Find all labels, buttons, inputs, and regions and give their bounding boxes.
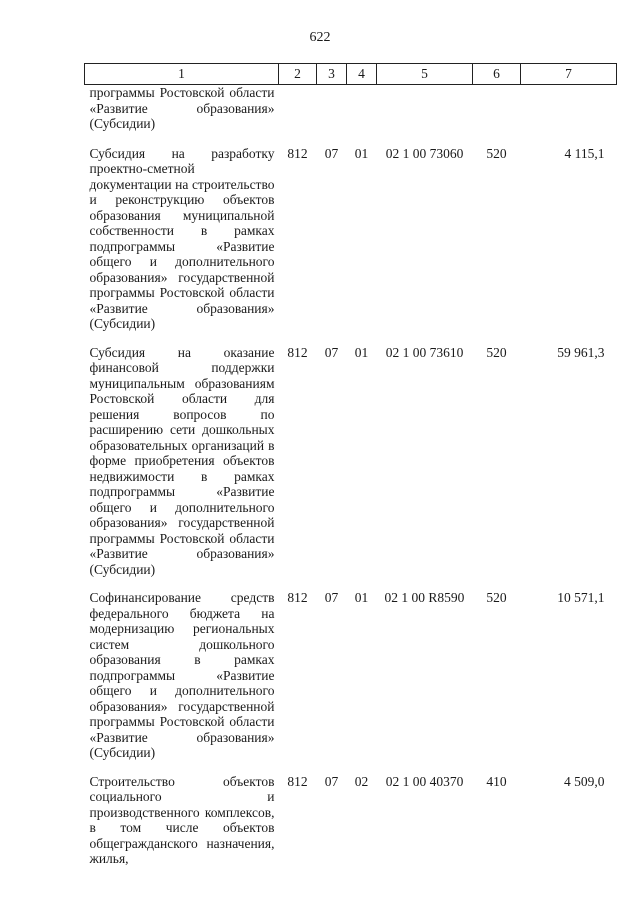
row-subsection: 01 bbox=[354, 344, 369, 360]
row-expense-type: 410 bbox=[486, 773, 507, 789]
column-header-7: 7 bbox=[521, 64, 617, 85]
budget-table bbox=[84, 63, 617, 880]
column-header-6: 6 bbox=[473, 64, 521, 85]
table-row bbox=[85, 590, 617, 774]
row-expense-type: 520 bbox=[486, 145, 507, 161]
row-expense-type: 520 bbox=[486, 590, 507, 605]
column-header-3: 3 bbox=[317, 64, 347, 85]
row-amount: 59 961,3 bbox=[557, 344, 605, 360]
row-section: 07 bbox=[324, 590, 339, 605]
row-amount: 10 571,1 bbox=[557, 590, 605, 605]
row-target-article: 02 1 00 40370 bbox=[385, 773, 464, 789]
row-section: 07 bbox=[324, 773, 339, 789]
header-row bbox=[85, 64, 617, 85]
row-section bbox=[317, 85, 347, 146]
row-target-article bbox=[377, 85, 473, 146]
row-amount: 4 115,1 bbox=[564, 145, 605, 161]
column-header-2: 2 bbox=[279, 64, 317, 85]
column-header-4: 4 bbox=[347, 64, 377, 85]
row-amount bbox=[521, 85, 617, 146]
row-target-article: 02 1 00 R8590 bbox=[384, 590, 465, 605]
column-header-5: 5 bbox=[377, 64, 473, 85]
table-header bbox=[85, 64, 617, 85]
row-description: Субсидия на разработку проектно-сметной документации на строительство и реконструкцию объектов образования муниципальной собственности в рамках подпрограммы «Развитие общего и дополнительного образования» государственной программы Ростовской области «Развитие образования» (Субсидии) bbox=[89, 145, 275, 331]
table-row bbox=[85, 85, 617, 146]
row-expense-type: 520 bbox=[486, 344, 507, 360]
row-section: 07 bbox=[324, 145, 339, 161]
row-description: программы Ростовской области «Развитие образования» (Субсидии) bbox=[89, 85, 275, 131]
page-number: 622 bbox=[309, 30, 331, 45]
row-ministry-code bbox=[279, 85, 317, 146]
row-description: Строительство объектов социального и производственного комплексов, в том числе объектов общегражданского назначения, жилья, bbox=[89, 773, 275, 866]
table-row bbox=[85, 146, 617, 345]
row-subsection: 01 bbox=[354, 145, 369, 161]
row-ministry-code: 812 bbox=[287, 344, 308, 360]
row-ministry-code: 812 bbox=[287, 145, 308, 161]
row-description: Софинансирование средств федерального бюджета на модернизацию региональных систем дошкольного образования в рамках подпрограммы «Развитие общего и дополнительного образования» государственной программы Ростовской области «Развитие образования» (Субсидии) bbox=[89, 590, 275, 760]
table-row bbox=[85, 345, 617, 591]
row-subsection bbox=[347, 85, 377, 146]
row-description: Субсидия на оказание финансовой поддержки муниципальным образованиям Ростовской области для решения вопросов по расширению сети дошкольных образовательных организаций в форме приобретения объектов недвижимости в рамках подпрограммы «Развитие общего и дополнительного образования» государственной программы Ростовской области «Развитие образования» (Субсидии) bbox=[89, 344, 275, 577]
row-ministry-code: 812 bbox=[287, 590, 308, 605]
row-section: 07 bbox=[324, 344, 339, 360]
column-header-1: 1 bbox=[85, 64, 279, 85]
row-subsection: 01 bbox=[354, 590, 369, 605]
row-expense-type bbox=[473, 85, 521, 146]
row-amount: 4 509,0 bbox=[564, 773, 605, 789]
table-row bbox=[85, 774, 617, 880]
row-target-article: 02 1 00 73060 bbox=[385, 145, 464, 161]
row-subsection: 02 bbox=[354, 773, 369, 789]
row-ministry-code: 812 bbox=[287, 773, 308, 789]
row-target-article: 02 1 00 73610 bbox=[385, 344, 464, 360]
